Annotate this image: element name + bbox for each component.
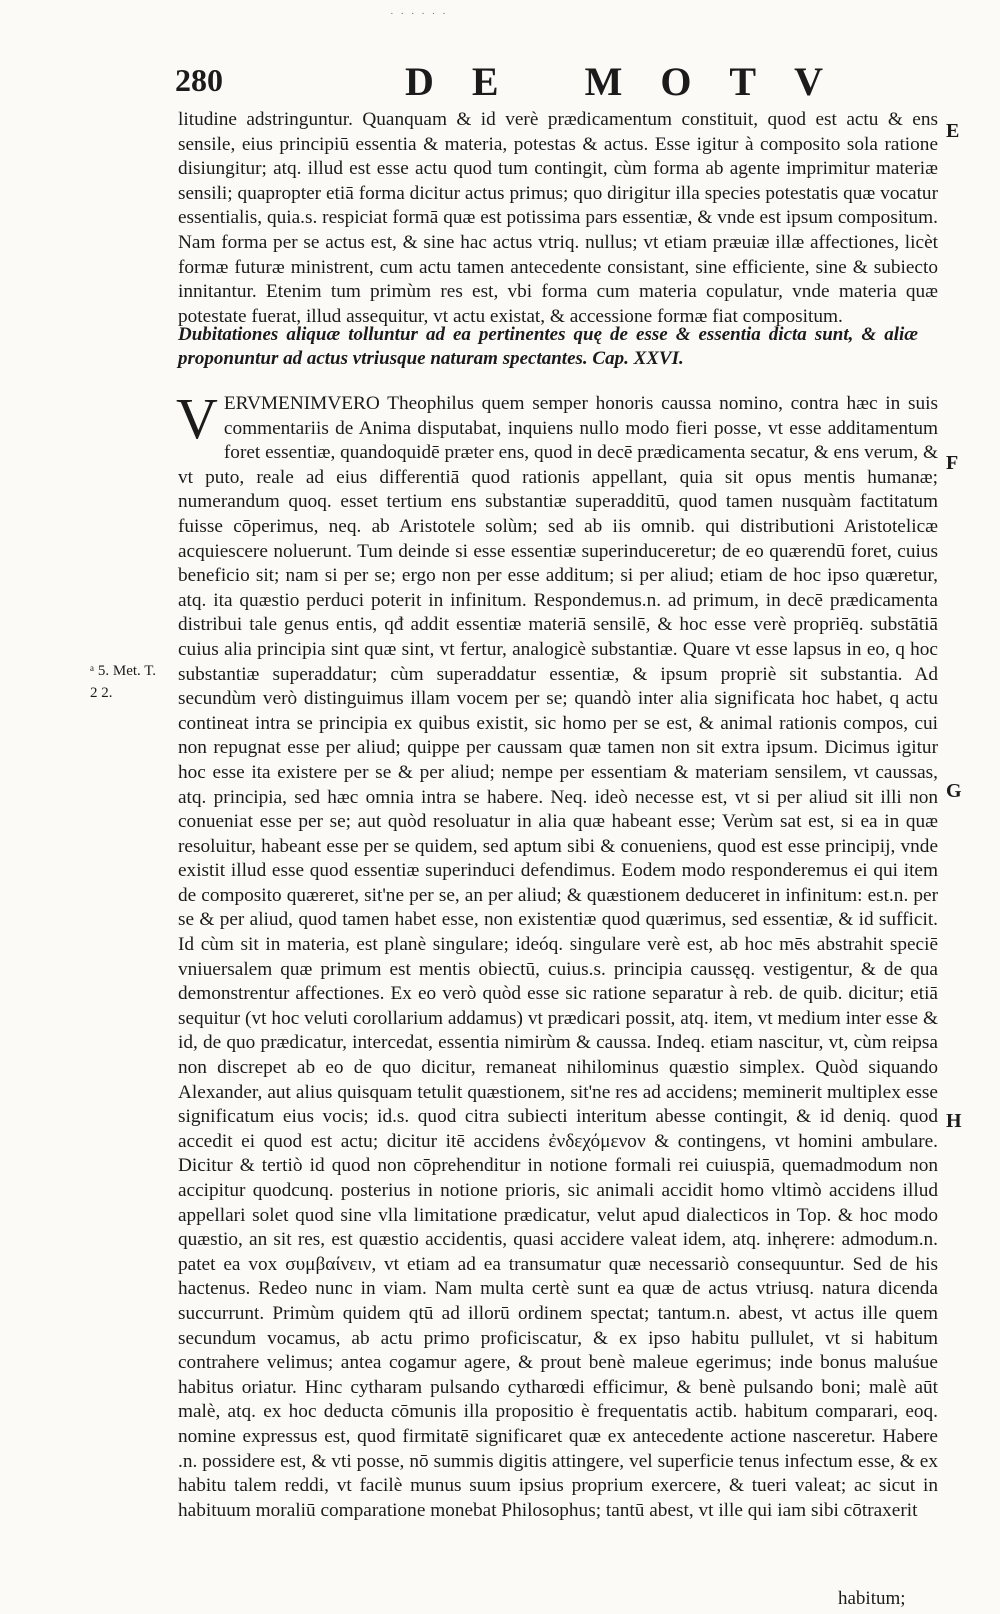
margin-letter-e: E	[946, 120, 960, 142]
running-head: DE MOTV	[405, 59, 861, 104]
margin-citation: ᵃ 5. Met. T. 2 2.	[90, 663, 157, 701]
margin-letter-f: F	[946, 452, 959, 474]
chapter-heading: Dubitationes aliquæ tolluntur ad ea pertinentes quę de esse & essentia dicta sunt, & aliæ proponuntur ad actus vtriusque naturam spectantes. Cap. XXVI.	[178, 324, 918, 369]
paragraph-1: litudine adstringuntur. Quanquam & id verè prædicamentum constituit, quod est actu & ens sensile, eius principiū essentia & materia, potestas & actus. Esse igitur à composito sola ratione disiungitur; atq. illud est esse actu quod tum contingit, cùm forma ab agente imprimitur materiæ sensili; quapropter etiā forma dicitur actus primus; quo dirigitur illa species potestatis quæ vocatur essentialis, quia.s. respiciat formā quæ est potissima pars essentiæ, & vnde est ipsum compositum. Nam forma per se actus est, & sine hac actus vtriq. nullus; vt etiam præuiæ illæ affectiones, licèt formæ futuræ ministrent, cum actu tamen antecedente consistant, sine efficiente, sine & subiecto innitantur. Etenim tum primùm res est, vbi forma cum materia copulatur, vnde materia quæ potestate fuerat, illud assequitur, vt actu existat, & accessione formæ fiat compositum.	[178, 109, 938, 327]
margin-letter-h: H	[946, 1110, 962, 1132]
paragraph-2: VERVMENIMVERO Theophilus quem semper honoris caussa nomino, contra hæc in suis commentariis de Anima disputabat, inquiens nullo modo fieri posse, vt esse additamentum foret essentiæ, quandoquidē præter ens, quod in decē prædicamenta secatur, & ens verum, & vt puto, reale ad eius differentiā quod rationis appellant, quia sit opus mentis humanæ; numerandum quoq. esset tertium ens substantiæ superadditū, quod tamen nusquàm factitatum fuisse cōperimus, neq. ab Aristotele solùm; sed ab iis omnib. qui distributioni Aristotelicæ acquiescere noluerunt. Tum deinde si esse essentiæ superinduceretur; de eo quærendū foret, cuius beneficio sit; nam si per se; ergo non per esse additum; si per aliud; etiam de hoc ipso quæretur, atq. ita quæstio perduci poterit in infinitum. Respondemus.n. ad primum, in decē prædicamenta distribui tale genus entis, qđ addit essentiæ materiā sensilē, & hoc esse verè propriēq. substātiā cuius alia principia sint quæ sint, vt fertur, analogicè substantiæ. Quare vt esse lapsus in eo, q hoc substantiæ superaddatur; cùm superaddatur essentiæ, & ipsum propriè sit substantia. Ad secundùm verò distinguimus illam vocem per se; quandò inter alia significata hoc habet, q actu contineat intra se principia ex quibus existit, sic homo per se est, & animal rationis compos, cui non repugnat esse per aliud; quippe per caussam quæ tamen non sit extra ipsum. Dicimus igitur hoc esse ita existere per se & per aliud; nempe per essentiam & materiam sensilem, vt caussas, atq. principia, sed hæc omnia intra se habere. Neq. ideò necesse est, vt si per aliud sit illi non conueniat esse per se; aut quòd resoluatur in alia quæ habeant esse; Verùm sat est, si ea in quæ resoluitur, habeant esse per se quidem, sed aptum sibi & conueniens, quod est esse principij, vnde existit illud esse quod essentiæ superinduci defendimus. Eodem modo responderemus ei qui item de composito quæreret, sit'ne per se, an per aliud; & quæstionem deduceret in infinitum: est.n. per se & per aliud, quod tamen habet esse, non existentiæ quod quærimus, sed essentiæ, & id sufficit. Id cùm sit in materia, est planè singulare; ideóq. singulare verè est, ab hoc mēs abstrahit speciē vniuersalem quæ primum est mentis obiectū, cuius.s. principia caussęq. vestigentur, & de qua demonstrentur affectiones. Ex eo verò quòd esse sic ratione separatur à reb. de quib. dicitur; etiā sequitur (vt hoc veluti corollarium addamus) vt prædicari possit, atq. item, vt medium inter esse & id, de quo prædicatur, intercedat, essentia nimirùm & caussa. Indeq. etiam nascitur, vt, cùm reipsa non discrepet ab eo de quo dicitur, remaneat nihilominus quæstio simplex. Quòd siquando Alexander, aut alius quisquam tetulit quæstionem, sit'ne res ad accidens; meminerit multiplex esse significatum eius vocis; id.s. quod citra subiecti interitum abesse contingit, & id deniq. quod accedit ei quod est actu; dicitur itē accidens ἐνδεχόμενον & contingens, vt homini ambulare. Dicitur & tertiò id quod non cōprehenditur in notione formali rei cuiuspiā, quemadmodum non accipitur quodcunq. posterius in notione prioris, sic animali accidit homo vltimò accidens illud appellari solet quod sine vlla limitatione prædicatur, velut apud dialecticos in Top. & hoc modo quæstio, an sit res, est quæstio accidentis, quasi accidere valeat idem, atq. inhęrere: admodum.n. patet ea vox συμβαίνειν, vt etiam ad ea transumatur quæ necessariò consequuntur. Sed de his hactenus. Redeo nunc in viam. Nam multa certè sunt ea quæ de actus vtriusq. natura dicenda succurrunt. Primùm quidem qtū ad illorū ordinem spectat; tantum.n. abest, vt actus ille quem secundum vocamus, ab actu primo proficiscatur, & ex ipso habitu pullulet, vt si habitum contrahere velimus; antea cogamur agere, & prout benè maleue egerimus; inde bonus maluśue habitus oriatur. Hinc cytharam pulsando cytharœdi efficimur, & benè pulsando boni; malè aūt malè, atq. ex hoc deducta cōmunis illa propositio è frequentatis actib. habitum comparari, eoq. nomine expressus est, quod firmitatē significaret quæ ex antecedente actione nasceretur. Habere .n. possidere est, & vti posse, nō summis digitis attingere, vel superficie tenus infectum esse, & ex habitu talem reddi, vt facilè munus suum ipsius proprium exercere, & tueri valeat; ac sicut in habituum moraliū comparatione monebat Philosophus; tantū abest, vt ille qui iam sibi cōtraxerit	[176, 386, 938, 1521]
margin-letter-g: G	[946, 780, 962, 802]
top-mark: · · · · · ·	[390, 8, 448, 20]
catchword: habitum;	[838, 1588, 906, 1609]
page-number: 280	[175, 62, 223, 98]
page-header	[175, 58, 935, 108]
